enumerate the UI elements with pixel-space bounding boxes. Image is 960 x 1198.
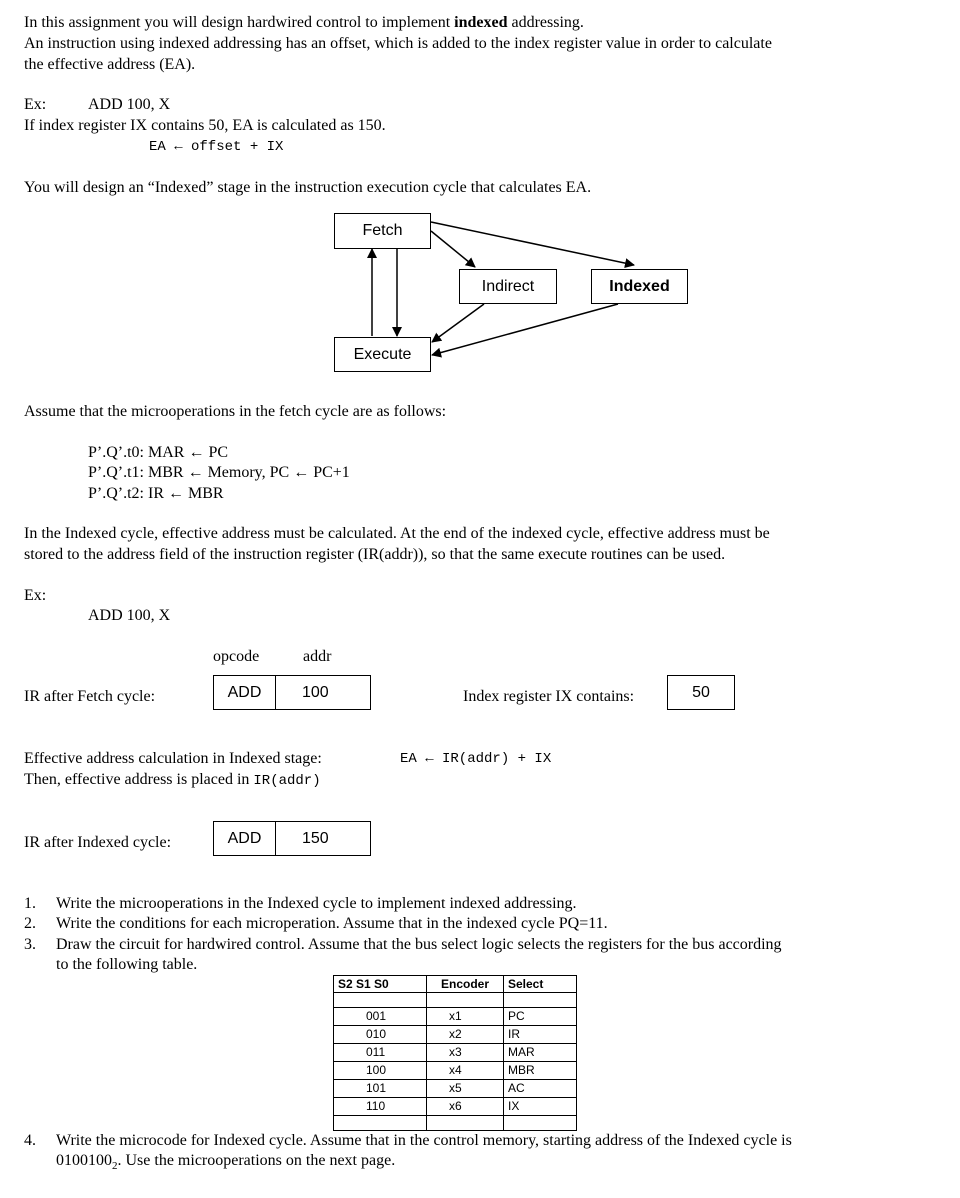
fetch-microop-t1: P’.Q’.t1: MBR ← Memory, PC ← PC+1: [88, 464, 350, 481]
task-2-number: 2.: [24, 915, 36, 932]
task-3-line-1: Draw the circuit for hardwired control. Assume that the bus select logic selects the registers for the bus according: [56, 936, 782, 953]
example2-instruction: ADD 100, X: [88, 607, 171, 624]
calc-line-2: Then, effective address is placed in IR(addr): [24, 771, 321, 789]
arrow-fetch-to-indexed: [431, 222, 634, 265]
indexed-para-1: In the Indexed cycle, effective address must be calculated. At the end of the indexed cycle, effective address must be: [24, 525, 770, 542]
addr-header: addr: [303, 648, 332, 665]
fetch-intro: Assume that the microoperations in the fetch cycle are as follows:: [24, 403, 447, 420]
ir-indexed-opcode: ADD: [213, 821, 276, 856]
ir-indexed-label: IR after Indexed cycle:: [24, 834, 172, 851]
indirect-box: Indirect: [459, 269, 557, 304]
indexed-para-2: stored to the address field of the instruction register (IR(addr)), so that the same execute routines can be used.: [24, 546, 726, 563]
arrow-indirect-to-execute: [432, 304, 484, 342]
bus-table-row: 011 x3 MAR: [334, 1044, 577, 1062]
task-2: Write the conditions for each microperation. Assume that in the indexed cycle PQ=11.: [56, 915, 608, 932]
opcode-header: opcode: [213, 648, 260, 665]
ir-fetch-label: IR after Fetch cycle:: [24, 688, 156, 705]
bus-table-row: 101 x5 AC: [334, 1080, 577, 1098]
bus-table-row: 001 x1 PC: [334, 1008, 577, 1026]
cycle-diagram: [0, 0, 960, 400]
intro-line-1: In this assignment you will design hardwired control to implement indexed addressing.: [24, 14, 584, 31]
ea-formula: EA ← offset + IX: [149, 139, 284, 155]
example2-label: Ex:: [24, 587, 47, 604]
bus-table-header: [334, 976, 577, 993]
task-4-number: 4.: [24, 1132, 36, 1149]
arrow-fetch-to-indirect: [431, 231, 475, 267]
task-4-line-1: Write the microcode for Indexed cycle. Assume that in the control memory, starting address of the Indexed cycle is: [56, 1132, 792, 1149]
task-4-line-2: $0100100_2$. Use the microoperations on the next page.: [56, 1152, 396, 1173]
task-1: Write the microoperations in the Indexed cycle to implement indexed addressing.: [56, 895, 577, 912]
example-explanation: If index register IX contains 50, EA is calculated as 150.: [24, 117, 386, 134]
bus-header-encoder: Encoder: [427, 976, 504, 993]
example-label: Ex:: [24, 96, 47, 113]
bus-table-row: 010 x2 IR: [334, 1026, 577, 1044]
ix-value: 50: [667, 675, 735, 710]
execute-box: Execute: [334, 337, 431, 372]
task-3-line-2: to the following table.: [56, 956, 198, 973]
calc-formula: EA ← IR(addr) + IX: [400, 751, 552, 767]
arrow-indexed-to-execute: [432, 304, 618, 355]
indexed-box: Indexed: [591, 269, 688, 304]
ix-label: Index register IX contains:: [463, 688, 635, 705]
bus-table-row: 100 x4 MBR: [334, 1062, 577, 1080]
bus-header-select: Select: [504, 976, 577, 993]
intro-line-2: An instruction using indexed addressing has an offset, which is added to the index register value in order to calculate: [24, 35, 772, 52]
stage-description: You will design an “Indexed” stage in the instruction execution cycle that calculates EA.: [24, 179, 592, 196]
ir-fetch-opcode: ADD: [213, 675, 276, 710]
fetch-box: Fetch: [334, 213, 431, 249]
task-3-number: 3.: [24, 936, 36, 953]
task-1-number: 1.: [24, 895, 36, 912]
ir-fetch-addr: 100: [275, 675, 371, 710]
bus-select-table: [333, 975, 577, 1131]
ir-indexed-addr: 150: [275, 821, 371, 856]
fetch-microop-t0: P’.Q’.t0: MAR ← PC: [88, 444, 229, 461]
intro-line-3: the effective address (EA).: [24, 56, 196, 73]
bus-header-select-bits: S2 S1 S0: [334, 976, 427, 993]
fetch-microop-t2: P’.Q’.t2: IR ← MBR: [88, 485, 224, 502]
bus-table-row: 110 x6 IX: [334, 1098, 577, 1116]
example-instruction: ADD 100, X: [88, 96, 171, 113]
calc-line-1: Effective address calculation in Indexed stage:: [24, 750, 322, 767]
